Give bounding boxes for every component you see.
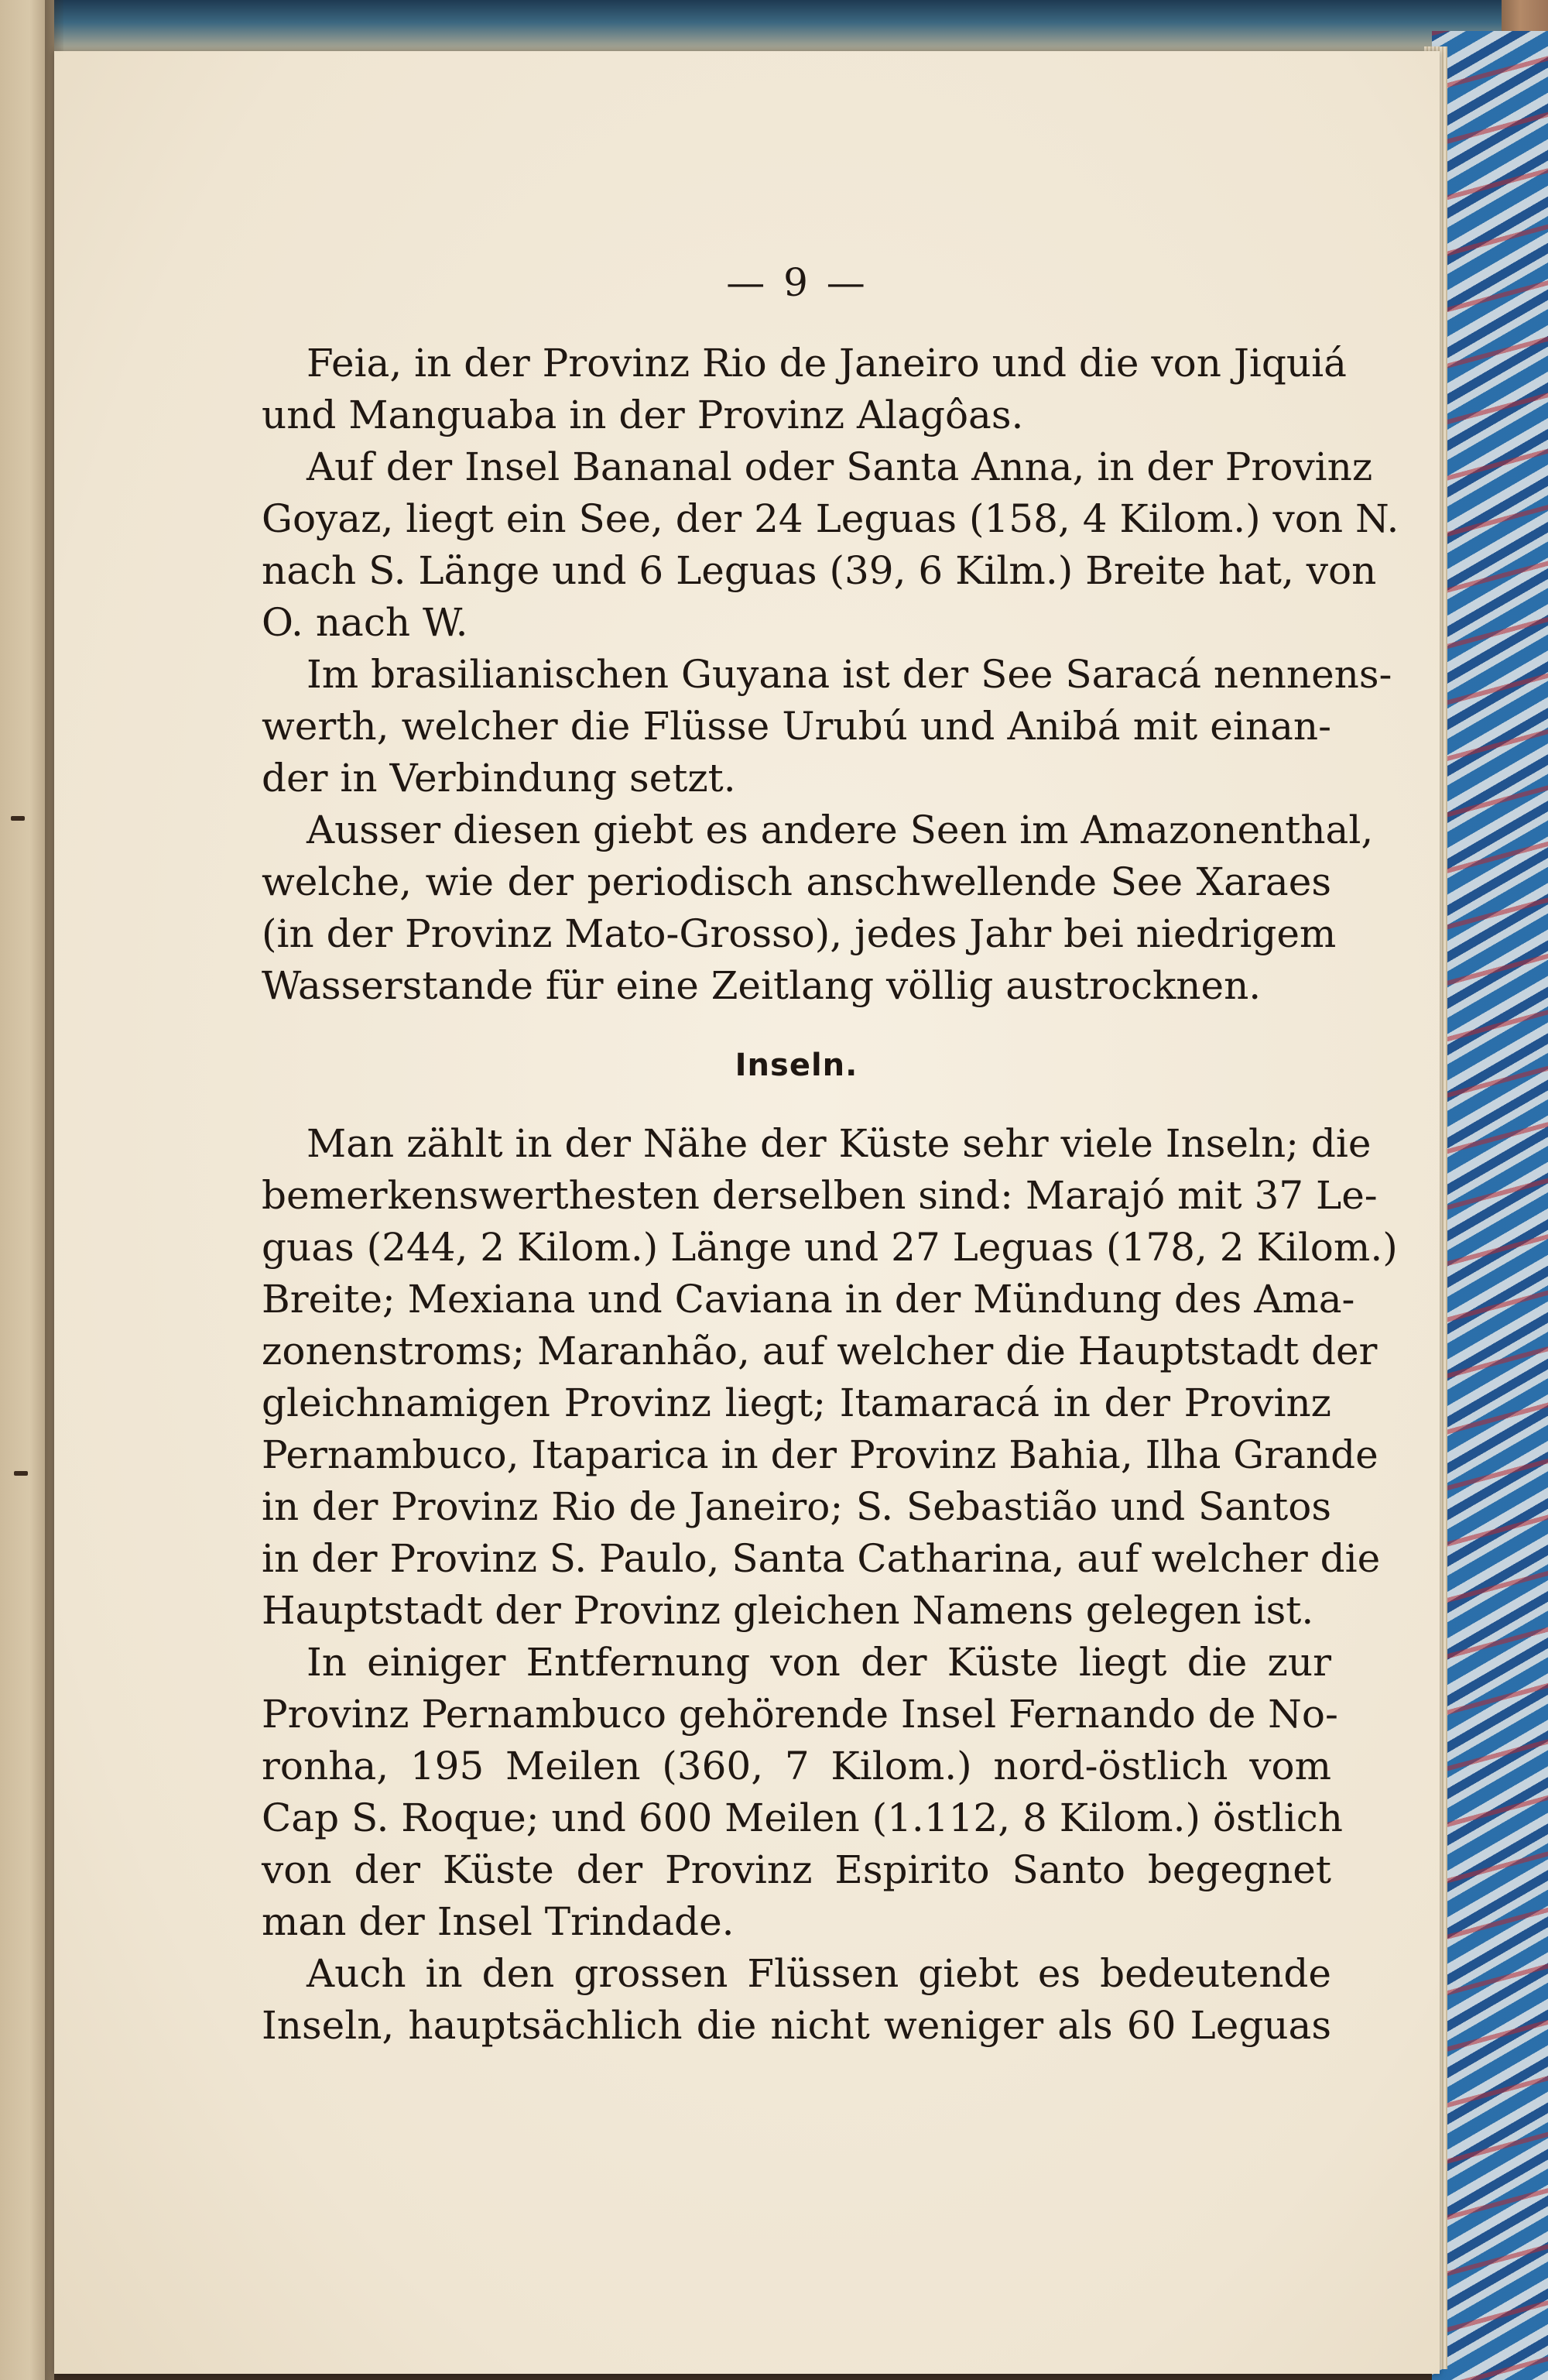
text-line: Wasserstande für eine Zeitlang völlig austrocknen. (262, 963, 1262, 1008)
book-page (54, 51, 1440, 2374)
text-line: Ausser diesen giebt es andere Seen im Amazonenthal, (307, 808, 1374, 852)
paragraph (262, 1118, 1398, 1637)
text-line: gleichnamigen Provinz liegt; Itamaracá in der Provinz (262, 1380, 1331, 1425)
text-line: von der Küste der Provinz Espirito Santo begegnet (262, 1847, 1331, 1892)
text-line: Im brasilianischen Guyana ist der See Saracá nennens- (307, 652, 1392, 697)
text-line: Feia, in der Provinz Rio de Janeiro und die von Jiquiá (307, 341, 1347, 386)
margin-mark (14, 1471, 28, 1476)
section-lakes (262, 338, 1399, 1012)
text-line: Auf der Insel Bananal oder Santa Anna, in der Provinz (307, 444, 1373, 489)
text-line: Man zählt in der Nähe der Küste sehr viele Inseln; die (307, 1121, 1372, 1166)
text-line: welche, wie der periodisch anschwellende See Xaraes (262, 859, 1331, 904)
paragraph (262, 1637, 1343, 1948)
top-edge (0, 0, 1548, 56)
marbled-endpaper (1432, 31, 1548, 2380)
text-line: Goyaz, liegt ein See, der 24 Leguas (158, 4 Kilom.) von N. (262, 496, 1399, 541)
text-line: und Manguaba in der Provinz Alagôas. (262, 393, 1024, 437)
text-line: bemerkenswerthesten derselben sind: Marajó mit 37 Le- (262, 1173, 1378, 1218)
text-line: Inseln, hauptsächlich die nicht weniger als 60 Leguas (262, 2003, 1331, 2048)
text-line: in der Provinz S. Paulo, Santa Catharina, auf welcher die (262, 1536, 1381, 1581)
paragraph (262, 649, 1392, 804)
text-line: Cap S. Roque; und 600 Meilen (1.112, 8 Kilom.) östlich (262, 1795, 1343, 1840)
text-block (262, 260, 1399, 2052)
paragraph (262, 1948, 1331, 2052)
text-line: Pernambuco, Itaparica in der Provinz Bahia, Ilha Grande (262, 1432, 1378, 1477)
text-line: der in Verbindung setzt. (262, 756, 736, 801)
text-line: (in der Provinz Mato-Grosso), jedes Jahr bei niedrigem (262, 911, 1337, 956)
text-line: in der Provinz Rio de Janeiro; S. Sebastião und Santos (262, 1484, 1331, 1529)
paragraph (262, 441, 1399, 649)
text-line: Auch in den grossen Flüssen giebt es bedeutende (307, 1951, 1331, 1996)
text-line: In einiger Entfernung von der Küste liegt die zur (307, 1640, 1331, 1685)
paragraph (262, 804, 1374, 1012)
text-line: guas (244, 2 Kilom.) Länge und 27 Leguas (178, 2 Kilom.) (262, 1225, 1398, 1270)
section-heading: Inseln. (735, 1048, 858, 1083)
text-line: zonenstroms; Maranhão, auf welcher die Hauptstadt der (262, 1329, 1378, 1373)
text-line: Breite; Mexiana und Caviana in der Mündung des Ama- (262, 1277, 1355, 1322)
text-line: nach S. Länge und 6 Leguas (39, 6 Kilm.) Breite hat, von (262, 548, 1377, 593)
text-line: O. nach W. (262, 600, 468, 645)
margin-mark (11, 816, 25, 821)
text-line: Hauptstadt der Provinz gleichen Namens gelegen ist. (262, 1588, 1314, 1633)
paragraph (262, 338, 1347, 441)
text-line: man der Insel Trindade. (262, 1899, 735, 1944)
text-line: Provinz Pernambuco gehörende Insel Fernando de No- (262, 1692, 1338, 1737)
text-line: ronha, 195 Meilen (360, 7 Kilom.) nord-östlich vom (262, 1744, 1331, 1788)
section-islands (262, 1118, 1398, 2052)
text-line: werth, welcher die Flüsse Urubú und Anibá mit einan- (262, 704, 1331, 749)
page-number: — 9 — (726, 260, 868, 305)
